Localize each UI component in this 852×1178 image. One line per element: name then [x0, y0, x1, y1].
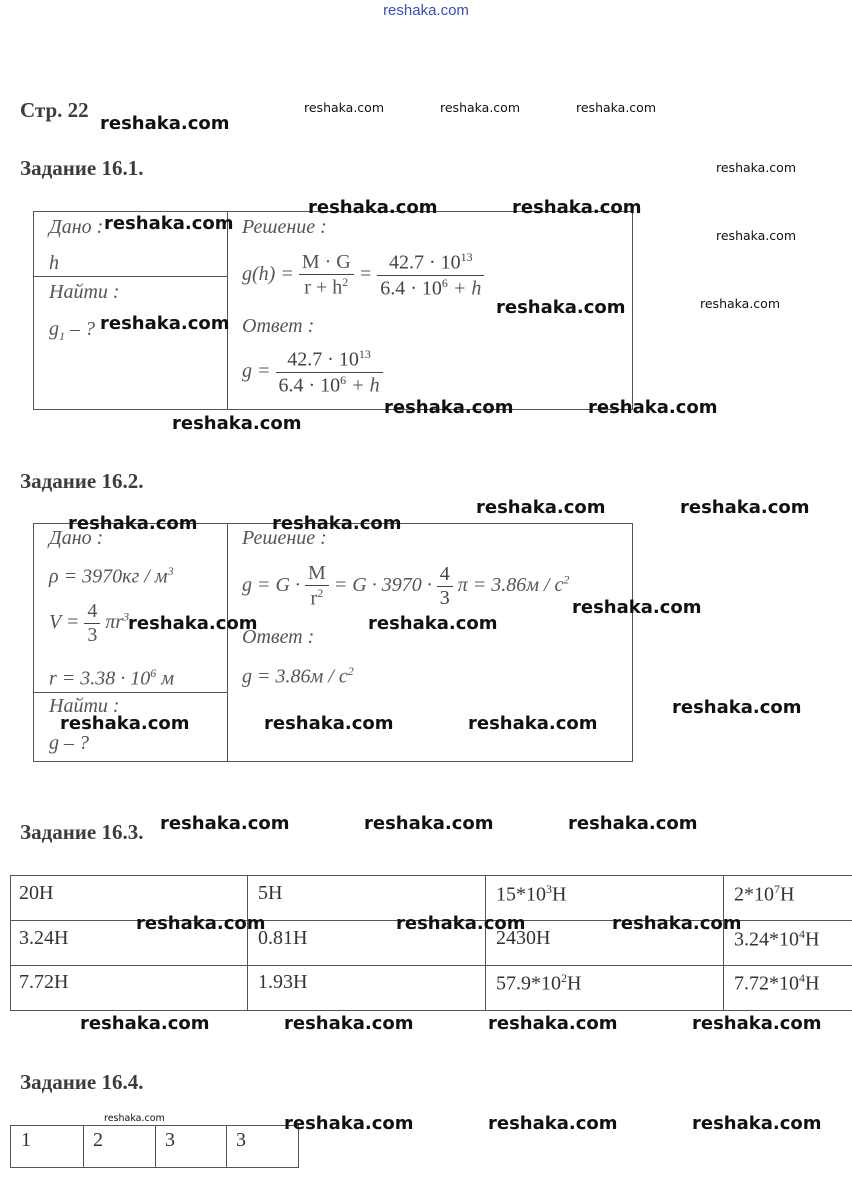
task-16-2-heading: Задание 16.2. [20, 469, 144, 493]
watermark: reshaka.com [680, 497, 810, 518]
watermark: reshaka.com [172, 413, 302, 434]
answer-formula: g = $\frac{42.7 \cdot 10^{13}}{6.4 \cdot 10^6 + h}$ [242, 347, 383, 397]
top-site-link[interactable]: reshaka.com [383, 2, 469, 19]
watermark: reshaka.com [128, 613, 258, 634]
fraction-mg: $\frac{M \cdot G}{r + h^2}$ [299, 251, 354, 300]
watermark: reshaka.com [284, 1013, 414, 1034]
task-16-1-heading: Задание 16.1. [20, 156, 144, 180]
table-cell: $7.72*10^4Н$ [734, 971, 820, 995]
table-cell: 2430Н [496, 927, 551, 949]
given-label: Дано : [49, 216, 104, 238]
table-cell: $57.9*10^2Н$ [496, 971, 582, 995]
watermark: reshaka.com [716, 160, 796, 175]
watermark: reshaka.com [692, 1013, 822, 1034]
find-value: g – ? [49, 732, 89, 754]
task-16-4-heading: Задание 16.4. [20, 1070, 144, 1094]
watermark: reshaka.com [468, 713, 598, 734]
solution-formula: g(h) = $\frac{M \cdot G}{r + h^2}$ = $\frac{42.7 \cdot 10^{13}}{6.4 \cdot 10^6 + h}$ [242, 250, 484, 300]
table-cell: 3 [236, 1129, 246, 1151]
watermark: reshaka.com [576, 100, 656, 115]
watermark: reshaka.com [384, 397, 514, 418]
table-cell: $3.24*10^4Н$ [734, 927, 820, 951]
watermark: reshaka.com [304, 100, 384, 115]
table-cell: 5Н [258, 882, 283, 904]
watermark: reshaka.com [264, 713, 394, 734]
answer-label: Ответ : [242, 315, 315, 337]
task-16-4-table [10, 1125, 299, 1168]
watermark: reshaka.com [440, 100, 520, 115]
watermark: reshaka.com [284, 1113, 414, 1134]
given-label: Дано : [49, 527, 104, 549]
table-cell: 1 [21, 1129, 31, 1151]
watermark: reshaka.com [716, 228, 796, 243]
find-label: Найти : [49, 281, 120, 303]
watermark: reshaka.com [100, 113, 230, 134]
watermark: reshaka.com [488, 1113, 618, 1134]
find-value: $g_1$ – ? [49, 318, 95, 343]
table-cell: $15*10^3Н$ [496, 882, 567, 906]
table-cell: 0.81Н [258, 927, 308, 949]
watermark: reshaka.com [308, 197, 438, 218]
table-cell: $2*10^7Н$ [734, 882, 795, 906]
volume: V = $\frac{4}{3}$ $\pi r^3$ [49, 600, 130, 646]
solution-label: Решение : [242, 216, 327, 238]
density: $\rho = 3970кг / м^3$ [49, 564, 174, 588]
table-cell: 3.24Н [19, 927, 69, 949]
watermark: reshaka.com [364, 813, 494, 834]
watermark: reshaka.com [692, 1113, 822, 1134]
fraction-numeric: $\frac{42.7 \cdot 10^{13}}{6.4 \cdot 10^6 + h}$ [377, 250, 484, 300]
watermark: reshaka.com [136, 913, 266, 934]
given-value: h [49, 252, 59, 274]
watermark: reshaka.com [476, 497, 606, 518]
table-cell: 2 [93, 1129, 103, 1151]
watermark: reshaka.com [512, 197, 642, 218]
watermark: reshaka.com [68, 513, 198, 534]
radius: $r = 3.38 \cdot 10^6$ м [49, 666, 175, 690]
table-cell: 1.93Н [258, 971, 308, 993]
watermark: reshaka.com [100, 313, 230, 334]
answer-value: $g = 3.86м / с^2$ [242, 664, 354, 688]
watermark: reshaka.com [672, 697, 802, 718]
watermark: reshaka.com [700, 296, 780, 311]
watermark: reshaka.com [612, 913, 742, 934]
solution-label: Решение : [242, 527, 327, 549]
table-cell: 20Н [19, 882, 54, 904]
watermark: reshaka.com [60, 713, 190, 734]
watermark: reshaka.com [104, 213, 234, 234]
watermark: reshaka.com [568, 813, 698, 834]
watermark: reshaka.com [396, 913, 526, 934]
watermark: reshaka.com [80, 1013, 210, 1034]
solution-formula: g = G · $\frac{M}{r^2}$ = G · 3970 · $\frac{4}{3}$ $\pi = 3.86м / с^2$ [242, 562, 570, 610]
answer-label: Ответ : [242, 626, 315, 648]
watermark: reshaka.com [368, 613, 498, 634]
find-label: Найти : [49, 695, 120, 717]
watermark: reshaka.com [272, 513, 402, 534]
watermark: reshaka.com [160, 813, 290, 834]
task-16-3-heading: Задание 16.3. [20, 820, 144, 844]
watermark: reshaka.com [488, 1013, 618, 1034]
watermark: reshaka.com [104, 1113, 165, 1124]
page-label: Стр. 22 [20, 98, 89, 122]
table-cell: 7.72Н [19, 971, 69, 993]
watermark: reshaka.com [572, 597, 702, 618]
watermark: reshaka.com [496, 297, 626, 318]
task-16-3-table [10, 875, 852, 1011]
watermark: reshaka.com [588, 397, 718, 418]
table-cell: 3 [165, 1129, 175, 1151]
